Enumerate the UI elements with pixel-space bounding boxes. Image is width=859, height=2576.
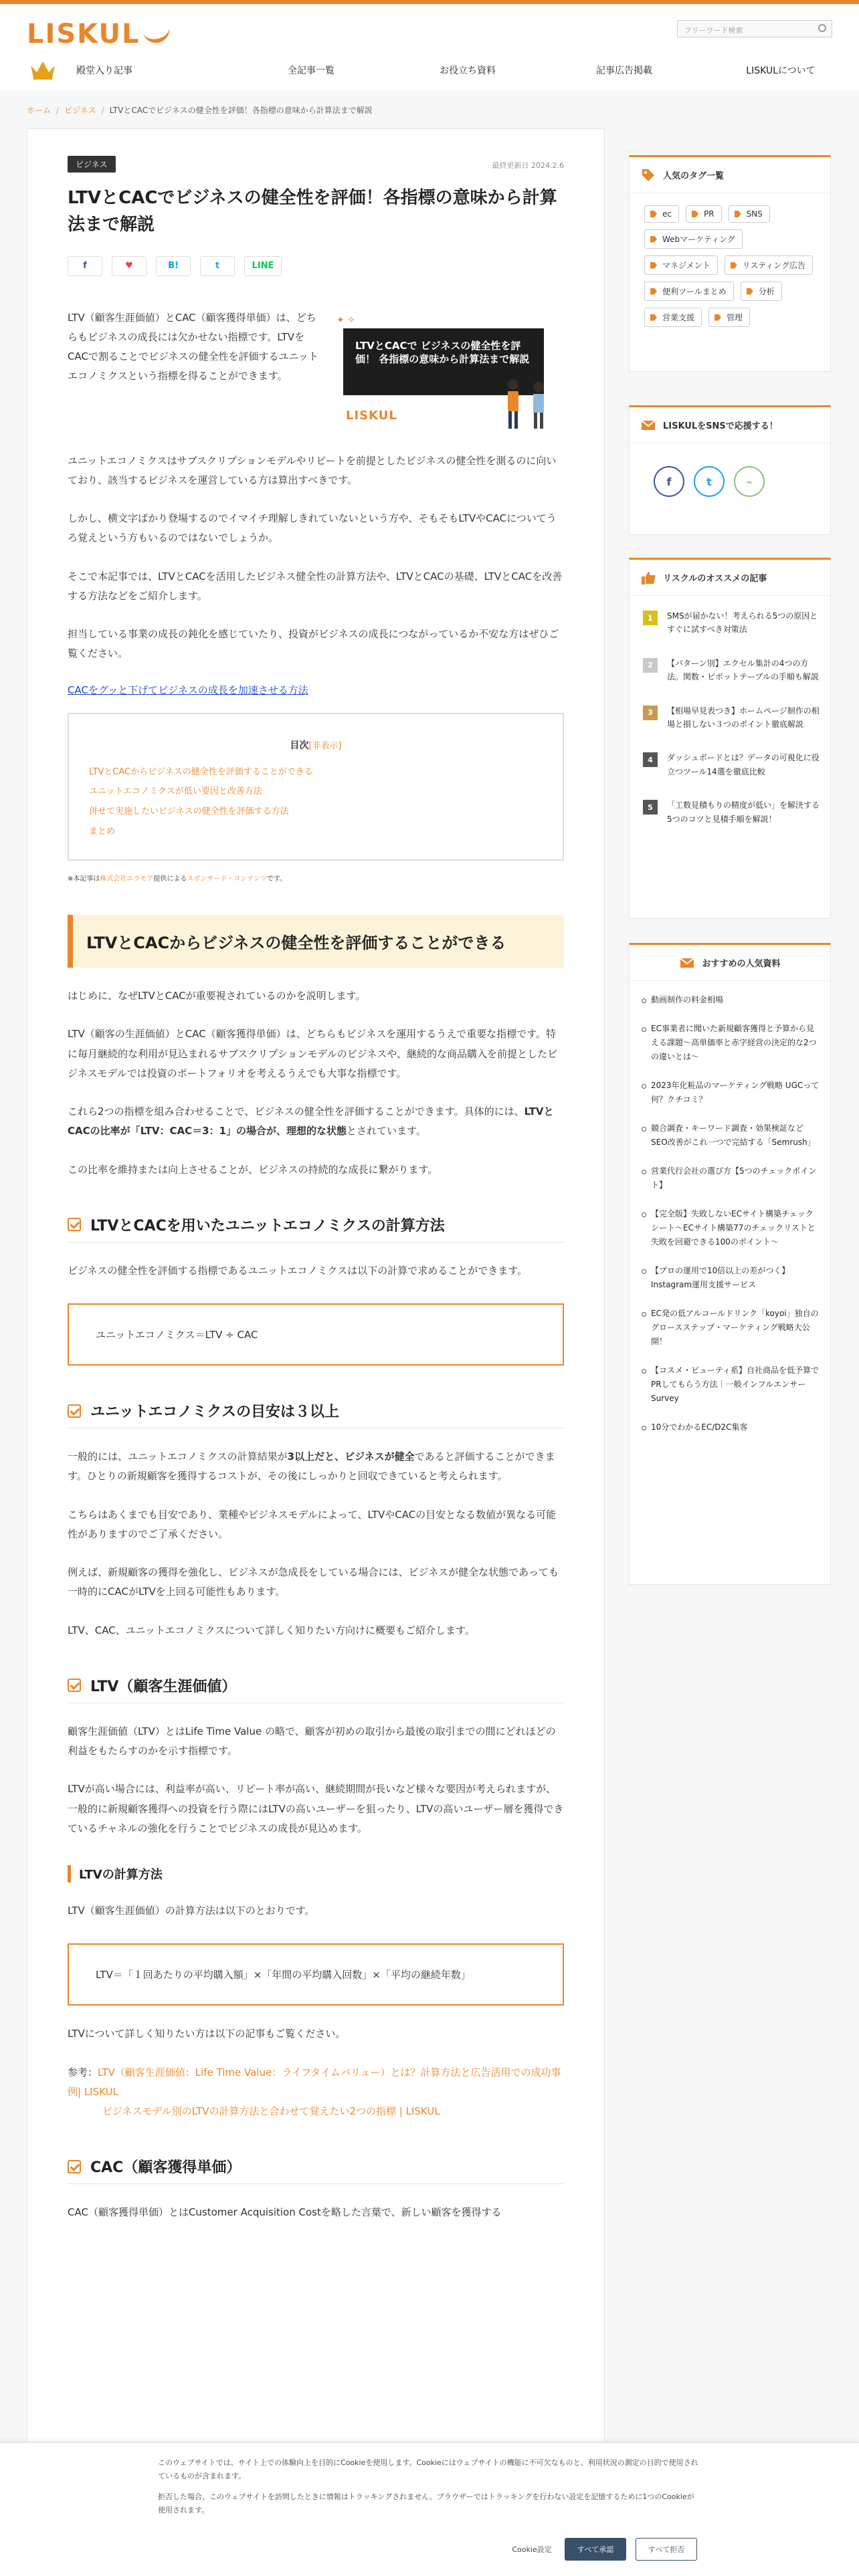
nav-about[interactable]: LISKULについて xyxy=(746,66,816,76)
paragraph: しかし、横文字ばかり登場するのでイマイチ理解しきれていないという方や、そもそもLTVやCACについてうろ覚えという方もいるのではないでしょうか。 xyxy=(68,512,557,544)
sidebar-popular-resources xyxy=(629,943,831,1585)
toc-toggle[interactable]: [非表示] xyxy=(308,740,342,751)
crown-icon xyxy=(29,60,56,80)
share-hatena-button[interactable]: B! xyxy=(156,256,191,276)
resource-list xyxy=(630,981,830,1469)
site-logo[interactable]: LISKUL xyxy=(27,19,171,49)
sparkle-icon: ✦ ✧ xyxy=(337,314,355,326)
sponsored-label[interactable]: スポンサード・コンテンツ xyxy=(187,875,267,883)
paragraph: LTV（顧客の生涯価値）とCAC（顧客獲得単価）は、どちらもビジネスを運用するうえで重要な指標です。特に毎月継続的な利用が見込まれるサブスクリプションモデルのビジネスや、継続的な商品購入を前提としたビジネスモデルでは投資のポートフォリオを考えるうえでも大事な指標です。 xyxy=(68,1028,558,1079)
global-nav xyxy=(0,56,859,84)
toc-item[interactable]: まとめ xyxy=(89,827,116,837)
tag-item[interactable]: SNS xyxy=(729,205,770,223)
intro-text: LTV（顧客生涯価値）とCAC（顧客獲得単価）は、どちらもビジネスの成長には欠かせない指標です。LTVをCACで割ることでビジネスの健全性を評価するユニットエコノミクスという指標を得ることができます。 xyxy=(68,311,318,383)
share-buttons xyxy=(68,256,564,276)
list-item[interactable]: EC発の低アルコールドリンク「koyoi」独自のグロースステップ・マーケティング戦略大公開！ xyxy=(642,1307,820,1349)
subsection-heading: ユニットエコノミクスの目安は３以上 xyxy=(68,1400,564,1428)
search-icon[interactable] xyxy=(818,24,826,32)
sidebar-tags xyxy=(629,155,831,372)
paragraph: LTV（顧客生涯価値）の計算方法は以下のとおりです。 xyxy=(68,1905,315,1917)
sidebar-recommended xyxy=(629,558,831,919)
rank-number: 5 xyxy=(643,800,658,815)
cookie-banner xyxy=(0,2442,859,2576)
sidebar-heading: リスクルのオススメの記事 xyxy=(630,560,830,596)
tag-list xyxy=(630,193,830,340)
paragraph: そこで本記事では、LTVとCACを活用したビジネス健全性の計算方法や、LTVとCACの基礎、LTVとCACを改善する方法などをご紹介します。 xyxy=(68,570,563,602)
list-item[interactable] xyxy=(643,609,820,637)
section-heading: LTVとCACからビジネスの健全性を評価することができる xyxy=(68,915,564,968)
category-badge[interactable]: ビジネス xyxy=(68,156,116,173)
share-line-button[interactable]: LINE xyxy=(244,256,282,276)
reference-link[interactable]: ビジネスモデル別のLTVの計算方法と合わせて覚えたい2つの指標 | LISKUL xyxy=(102,2105,440,2118)
list-item[interactable]: EC事業者に聞いた新規顧客獲得と予算から見える課題～高単価率と赤字経営の決定的な2つの違いとは～ xyxy=(642,1022,820,1064)
thumbs-up-icon xyxy=(640,570,656,586)
tag-item[interactable]: Webマーケティング xyxy=(644,229,743,249)
rank-title[interactable]: 【相場早見表つき】ホームページ制作の相場と損しない３つのポイント徹底解説 xyxy=(667,706,820,729)
check-icon xyxy=(68,1218,81,1231)
formula-box: ユニットエコノミクス＝LTV ÷ CAC xyxy=(68,1303,564,1366)
share-pocket-button[interactable]: ♥ xyxy=(112,256,147,276)
rank-number: 2 xyxy=(643,658,658,673)
paragraph: LTVが高い場合には、利益率が高い、リピート率が高い、継続期間が長いなど様々な要因が考えられますが、一般的に新規顧客獲得への投資を行う際にはLTVの高いユーザーを狙ったり、LTVの高いユーザー層を獲得できているチャネルの強化を行うことでビジネスの成長が見込めます。 xyxy=(68,1783,564,1834)
toc-item[interactable]: 併せて実施したいビジネスの健全性を評価する方法 xyxy=(89,807,289,817)
paragraph: はじめに、なぜLTVとCACが重要視されているのかを説明します。 xyxy=(68,990,366,1002)
cookie-text: このウェブサイトでは、サイト上での体験向上を目的にCookieを使用します。Cookieにはウェブサイトの機能に不可欠なものと、利用状況の測定の目的で使用されているものが含まれます。 拒否した場合、このウェブサイトを訪問したときに情報はトラッキングされません。ブラウザーではトラッキングを行わない設定を記憶するために1つのCookieが使用されます。 xyxy=(158,2458,698,2515)
toc-list xyxy=(89,762,543,843)
check-icon xyxy=(68,1404,81,1418)
minor-heading: LTVの計算方法 xyxy=(68,1865,564,1883)
breadcrumb: ホーム / ビジネス / LTVとCACでビジネスの健全性を評価！各指標の意味から計算法まで解説 xyxy=(27,106,373,115)
rank-number: 3 xyxy=(643,706,658,720)
breadcrumb-current: LTVとCACでビジネスの健全性を評価！各指標の意味から計算法まで解説 xyxy=(109,106,373,115)
check-icon xyxy=(68,2160,81,2173)
rank-title[interactable]: 「工数見積もりの精度が低い」を解決する5つのコツと見積手順を解説！ xyxy=(667,800,820,824)
cta-link[interactable]: CACをグッと下げてビジネスの成長を加速させる方法 xyxy=(68,683,308,696)
tag-icon xyxy=(640,167,656,183)
sidebar-heading: 人気のタグ一覧 xyxy=(630,157,830,193)
paragraph: 一般的には、ユニットエコノミクスの計算結果が3以上だと、ビジネスが健全であると評価することができます。ひとりの新規顧客を獲得するコストが、その後にしっかりと回収できていると考えられます。 xyxy=(68,1451,555,1483)
nav-resources[interactable]: お役立ち資料 xyxy=(440,66,496,76)
tag-item[interactable]: マネジメント xyxy=(644,255,718,275)
paragraph: LTVについて詳しく知りたい方は以下の記事もご覧ください。 xyxy=(68,2028,346,2040)
people-illustration-icon xyxy=(497,375,557,433)
logo-swoosh-icon xyxy=(143,25,173,45)
page-title: LTVとCACでビジネスの健全性を評価！各指標の意味から計算法まで解説 xyxy=(68,188,557,235)
list-item[interactable]: 【プロの運用で10倍以上の差がつく】Instagram運用支援サービス xyxy=(642,1264,820,1292)
check-icon xyxy=(68,1679,81,1692)
mail-icon xyxy=(679,955,695,971)
list-item[interactable] xyxy=(643,798,820,826)
tag-item[interactable]: リスティング広告 xyxy=(725,255,813,275)
breadcrumb-category[interactable]: ビジネス xyxy=(64,106,96,115)
rank-number: 1 xyxy=(643,611,658,625)
toc-item[interactable]: ユニットエコノミクスが低い要因と改善方法 xyxy=(89,786,262,797)
share-facebook-button[interactable]: f xyxy=(68,256,102,276)
updated-date: 最終更新日 2024.2.6 xyxy=(492,161,564,170)
sns-facebook-button[interactable]: f xyxy=(654,466,684,497)
tag-item[interactable]: 管理 xyxy=(708,308,750,327)
tag-item[interactable]: 便利ツールまとめ xyxy=(644,282,734,301)
paragraph: こちらはあくまでも目安であり、業種やビジネスモデルによって、LTVやCACの目安となる数値が異なる可能性がありますのでご了承ください。 xyxy=(68,1508,557,1540)
tag-item[interactable]: PR xyxy=(686,205,722,223)
rank-title[interactable]: ダッシュボードとは？データの可視化に役立つツール14選を徹底比較 xyxy=(667,753,820,776)
toc-item[interactable]: LTVとCACからビジネスの健全性を評価することができる xyxy=(89,766,313,777)
hero-logo: LISKUL xyxy=(346,408,397,423)
mail-icon xyxy=(640,417,656,433)
reference-link[interactable]: LTV（顧客生涯価値：Life Time Value：ライフタイムバリュー）とは？計算方法と広告活用での成功事例| LISKUL xyxy=(68,2066,561,2098)
cookie-settings-button[interactable]: Cookie設定 xyxy=(512,2545,552,2554)
paragraph: これら2つの指標を組み合わせることで、ビジネスの健全性を評価することができます。具体的には、LTVとCACの比率が「LTV：CAC＝3：1」の場合が、理想的な状態とされています。 xyxy=(68,1105,554,1138)
paragraph: ユニットエコノミクスはサブスクリプションモデルやリピートを前提としたビジネスの健全性を測るのに向いており、該当するビジネスを運営している方は算出すべきです。 xyxy=(68,454,557,486)
tag-item[interactable]: 営業支援 xyxy=(644,308,702,327)
search-placeholder: フリーワード検索 xyxy=(684,26,743,35)
paragraph: 顧客生涯価値（LTV）とはLife Time Value の略で、顧客が初めの取引から最後の取引までの間にどれほどの利益をもたらすのかを示す指標です。 xyxy=(68,1725,556,1757)
table-of-contents xyxy=(68,713,564,861)
cookie-accept-button[interactable]: すべて承認 xyxy=(565,2538,626,2561)
hero-image xyxy=(337,315,564,433)
reference-links: 参考：LTV（顧客生涯価値：Life Time Value：ライフタイムバリュー）とは？計算方法と広告活用での成功事例| LISKUL ビジネスモデル別のLTVの計算方法と合わせて覚えたい2つの指標 | LISKUL xyxy=(68,2063,564,2122)
tag-item[interactable]: 分析 xyxy=(741,282,782,301)
formula-box: LTV＝「１回あたりの平均購入額」×「年間の平均購入回数」×「平均の継続年数」 xyxy=(68,1943,564,2006)
hero-caption: LTVとCACで ビジネスの健全性を評価！ 各指標の意味から計算法まで解説 xyxy=(343,328,544,395)
subsection-heading: LTV（顧客生涯価値） xyxy=(68,1675,564,1703)
list-item[interactable]: 10分でわかるEC/D2C集客 xyxy=(642,1420,820,1434)
paragraph: ビジネスの健全性を評価する指標であるユニットエコノミクスは以下の計算で求めることができます。 xyxy=(68,1264,528,1277)
sponsor-company-link[interactable]: 株式会社エラモア xyxy=(100,875,154,883)
paragraph: この比率を維持または向上させることが、ビジネスの持続的な成長に繋がります。 xyxy=(68,1163,438,1176)
nav-hall-of-fame[interactable]: 殿堂入り記事 xyxy=(76,66,132,76)
sidebar-heading: おすすめの人気資料 xyxy=(630,945,830,981)
toc-header: 目次[非表示] xyxy=(290,740,342,751)
intro-block xyxy=(68,308,564,433)
list-item[interactable] xyxy=(643,751,820,778)
share-twitter-button[interactable]: t xyxy=(200,256,235,276)
sns-buttons xyxy=(630,443,830,521)
site-header xyxy=(0,4,859,91)
nav-advertising[interactable]: 記事広告掲載 xyxy=(596,66,652,76)
cookie-reject-button[interactable]: すべて拒否 xyxy=(636,2538,697,2561)
tag-item[interactable]: ec xyxy=(644,205,679,223)
sidebar-heading: LISKULをSNSで応援する！ xyxy=(630,407,830,443)
list-item[interactable]: 2023年化粧品のマーケティング戦略 UGCって何？クチコミ？ xyxy=(642,1079,820,1107)
nav-all-articles[interactable]: 全記事一覧 xyxy=(288,66,335,76)
list-item[interactable]: 競合調査・キーワード調査・効果検証などSEO改善がこれ一つで完結する「Semrush」 xyxy=(642,1121,820,1150)
list-item[interactable]: 【完全版】失敗しないECサイト構築チェックシート～ECサイト構築77のチェックリストと失敗を回避できる100のポイント～ xyxy=(642,1207,820,1249)
rank-title[interactable]: 【パターン別】エクセル集計の4つの方法。関数・ピボットテーブルの手順も解説 xyxy=(667,658,819,682)
list-item[interactable]: 【コスメ・ビューティ系】自社商品を低予算でPRしてもらう方法｜一般インフルエンサーSurvey xyxy=(642,1364,820,1406)
sidebar-sns xyxy=(629,405,831,535)
sns-feedly-button[interactable]: ⌁ xyxy=(734,466,765,497)
rank-number: 4 xyxy=(643,752,658,767)
sponsor-note: ※本記事は株式会社エラモア提供によるスポンサード・コンテンツです。 xyxy=(68,875,287,883)
list-item[interactable]: 営業代行会社の選び方【5つのチェックポイント】 xyxy=(642,1164,820,1192)
breadcrumb-home[interactable]: ホーム xyxy=(27,106,52,115)
list-item[interactable]: 動画制作の料金相場 xyxy=(642,993,820,1007)
subsection-heading: CAC（顧客獲得単価） xyxy=(68,2156,564,2184)
rank-title[interactable]: SMSが届かない！考えられる5つの原因とすぐに試すべき対策法 xyxy=(667,611,818,635)
paragraph: CAC（顧客獲得単価）とはCustomer Acquisition Costを略した言葉で、新しい顧客を獲得する xyxy=(68,2206,502,2219)
paragraph: LTV、CAC、ユニットエコノミクスについて詳しく知りたい方向けに概要もご紹介します。 xyxy=(68,1624,475,1636)
paragraph: 担当している事業の成長の鈍化を感じていたり、投資がビジネスの成長につながっているか不安な方はぜひご覧ください。 xyxy=(68,628,559,660)
article-main xyxy=(27,128,605,2456)
paragraph: 例えば、新規顧客の獲得を強化し、ビジネスが急成長をしている場合には、ビジネスが健全な状態であっても一時的にCACがLTVを上回る可能性もあります。 xyxy=(68,1566,559,1598)
list-item[interactable] xyxy=(643,704,820,732)
search-input[interactable] xyxy=(677,20,832,37)
subsection-heading: LTVとCACを用いたユニットエコノミクスの計算方法 xyxy=(68,1214,564,1243)
ranking-list xyxy=(630,596,830,851)
list-item[interactable] xyxy=(643,657,820,684)
cookie-buttons xyxy=(508,2538,697,2561)
sns-twitter-button[interactable]: t xyxy=(694,466,725,497)
